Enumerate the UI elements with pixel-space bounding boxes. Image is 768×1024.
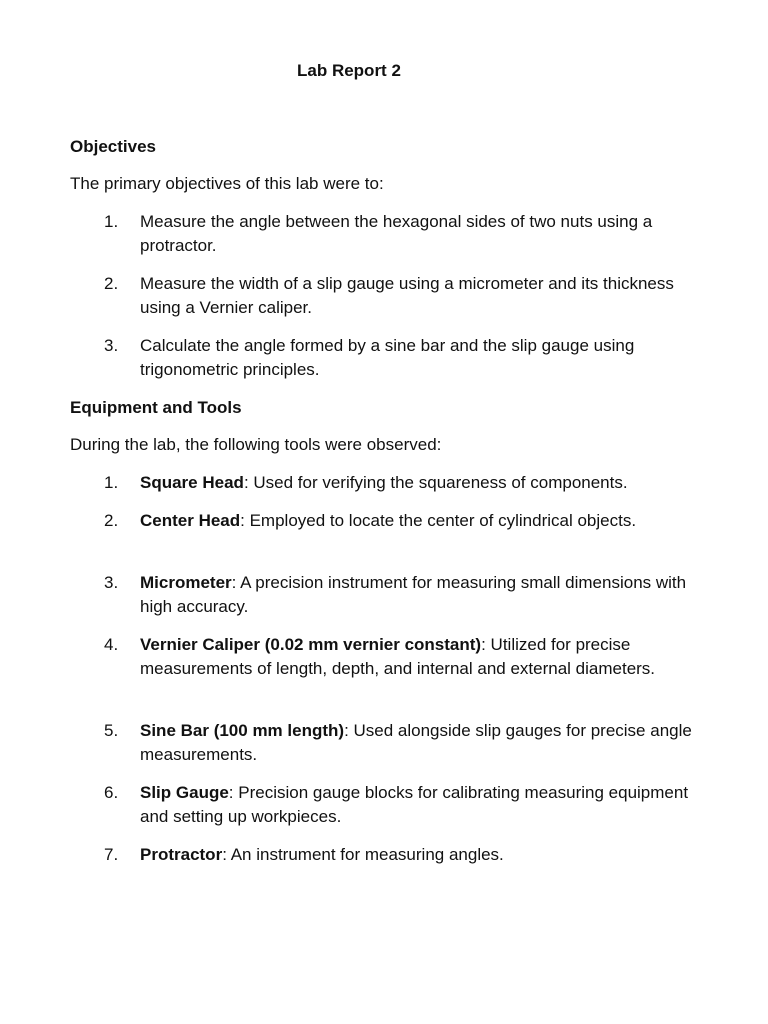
list-number: 5. (104, 721, 119, 740)
equipment-term: Slip Gauge (140, 783, 229, 802)
list-number: 1. (104, 473, 119, 492)
equipment-text (140, 571, 700, 619)
equipment-text (140, 471, 700, 495)
list-number: 2. (104, 274, 119, 293)
objective-text: Measure the width of a slip gauge using a micrometer and its thickness using a Vernier caliper. (140, 274, 674, 317)
list-number: 7. (104, 845, 119, 864)
list-number: 1. (104, 212, 119, 231)
equipment-desc: : Used alongside slip gauges for precise angle measurements. (140, 721, 692, 764)
list-number: 6. (104, 783, 119, 802)
equipment-term: Center Head (140, 511, 241, 530)
equipment-desc: : Utilized for precise measurements of length, depth, and internal and external diameters. (140, 635, 656, 678)
objective-text: Calculate the angle formed by a sine bar and the slip gauge using trigonometric principles. (140, 336, 635, 379)
equipment-desc: : Precision gauge blocks for calibrating measuring equipment and setting up workpieces. (140, 783, 689, 826)
equipment-desc: : Used for verifying the squareness of components. (243, 473, 628, 492)
objectives-intro: The primary objectives of this lab were to: (70, 174, 384, 193)
equipment-text (140, 843, 700, 867)
equipment-text (140, 633, 700, 681)
list-number: 4. (104, 635, 119, 654)
equipment-text (140, 719, 700, 767)
equipment-term: Sine Bar (100 mm length) (140, 721, 345, 740)
equipment-term: Micrometer (140, 573, 232, 592)
document-title: Lab Report 2 (297, 61, 401, 80)
equipment-term: Square Head (140, 473, 244, 492)
objectives-heading: Objectives (70, 137, 156, 156)
equipment-desc: : An instrument for measuring angles. (222, 845, 504, 864)
list-number: 3. (104, 336, 119, 355)
equipment-term: Protractor (140, 845, 223, 864)
list-number: 3. (104, 573, 119, 592)
objective-text: Measure the angle between the hexagonal sides of two nuts using a protractor. (140, 212, 653, 255)
equipment-text (140, 781, 700, 829)
list-number: 2. (104, 511, 119, 530)
equipment-text (140, 509, 700, 533)
equipment-desc: : A precision instrument for measuring small dimensions with high accuracy. (140, 573, 687, 616)
equipment-term: Vernier Caliper (0.02 mm vernier constant) (140, 635, 482, 654)
equipment-desc: : Employed to locate the center of cylindrical objects. (240, 511, 637, 530)
equipment-intro: During the lab, the following tools were observed: (70, 435, 442, 454)
equipment-heading: Equipment and Tools (70, 398, 242, 417)
